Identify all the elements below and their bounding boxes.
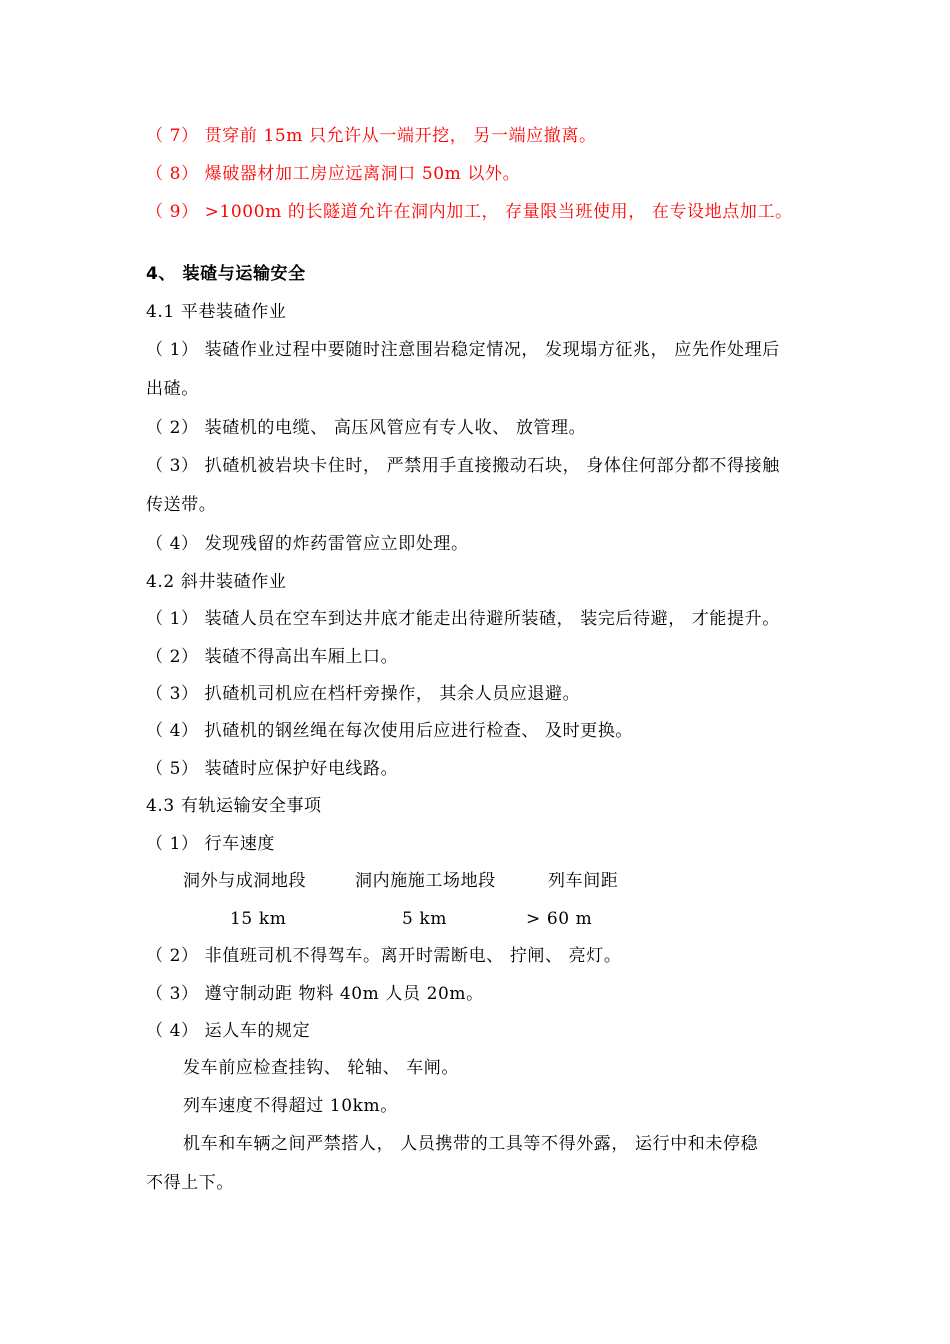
text-line: （ 4） 发现残留的炸药雷管应立即处理。 xyxy=(146,534,469,554)
text-line: （ 1） 行车速度 xyxy=(146,834,276,854)
subsection-title: 4.3 有轨运输安全事项 xyxy=(146,796,322,816)
text-line: 出碴。 xyxy=(146,379,199,399)
text-line: 列车速度不得超过 10km。 xyxy=(183,1096,398,1116)
text-line: （ 8） 爆破器材加工房应远离洞口 50m 以外。 xyxy=(146,164,521,184)
section-heading: 4、 装碴与运输安全 xyxy=(146,264,306,284)
text-line: （ 1） 装碴人员在空车到达井底才能走出待避所装碴， 装完后待避， 才能提升。 xyxy=(146,609,780,629)
table-header: 洞内施施工场地段 xyxy=(355,871,496,891)
text-line: （ 4） 运人车的规定 xyxy=(146,1021,311,1041)
text-line: （ 9） >1000m 的长隧道允许在洞内加工， 存量限当班使用， 在专设地点加工。 xyxy=(146,202,793,222)
text-line: 不得上下。 xyxy=(146,1173,234,1193)
text-line: （ 5） 装碴时应保护好电线路。 xyxy=(146,759,399,779)
text-line: 传送带。 xyxy=(146,495,217,515)
text-line: 发车前应检查挂钩、 轮轴、 车闸。 xyxy=(183,1058,460,1078)
text-line: （ 2） 装碴不得高出车厢上口。 xyxy=(146,647,399,667)
text-line: （ 2） 装碴机的电缆、 高压风管应有专人收、 放管理。 xyxy=(146,418,587,438)
table-cell: 15 km xyxy=(230,909,287,929)
text-line: （ 2） 非值班司机不得驾车。离开时需断电、 拧闸、 亮灯。 xyxy=(146,946,622,966)
text-line: （ 7） 贯穿前 15m 只允许从一端开挖， 另一端应撤离。 xyxy=(146,126,597,146)
text-line: （ 3） 遵守制动距 物料 40m 人员 20m。 xyxy=(146,984,484,1004)
subsection-title: 4.2 斜井装碴作业 xyxy=(146,572,287,592)
text-line: （ 4） 扒碴机的钢丝绳在每次使用后应进行检查、 及时更换。 xyxy=(146,721,634,741)
text-line: （ 3） 扒碴机司机应在档杆旁操作， 其余人员应退避。 xyxy=(146,684,581,704)
table-header: 洞外与成洞地段 xyxy=(183,871,307,891)
text-line: （ 1） 装碴作业过程中要随时注意围岩稳定情况， 发现塌方征兆， 应先作处理后 xyxy=(146,340,780,360)
text-line: （ 3） 扒碴机被岩块卡住时， 严禁用手直接搬动石块， 身体住何部分都不得接触 xyxy=(146,456,780,476)
subsection-title: 4.1 平巷装碴作业 xyxy=(146,302,287,322)
table-cell: > 60 m xyxy=(526,909,593,929)
text-line: 机车和车辆之间严禁搭人， 人员携带的工具等不得外露， 运行中和未停稳 xyxy=(183,1134,759,1154)
table-cell: 5 km xyxy=(402,909,448,929)
table-header: 列车间距 xyxy=(548,871,619,891)
